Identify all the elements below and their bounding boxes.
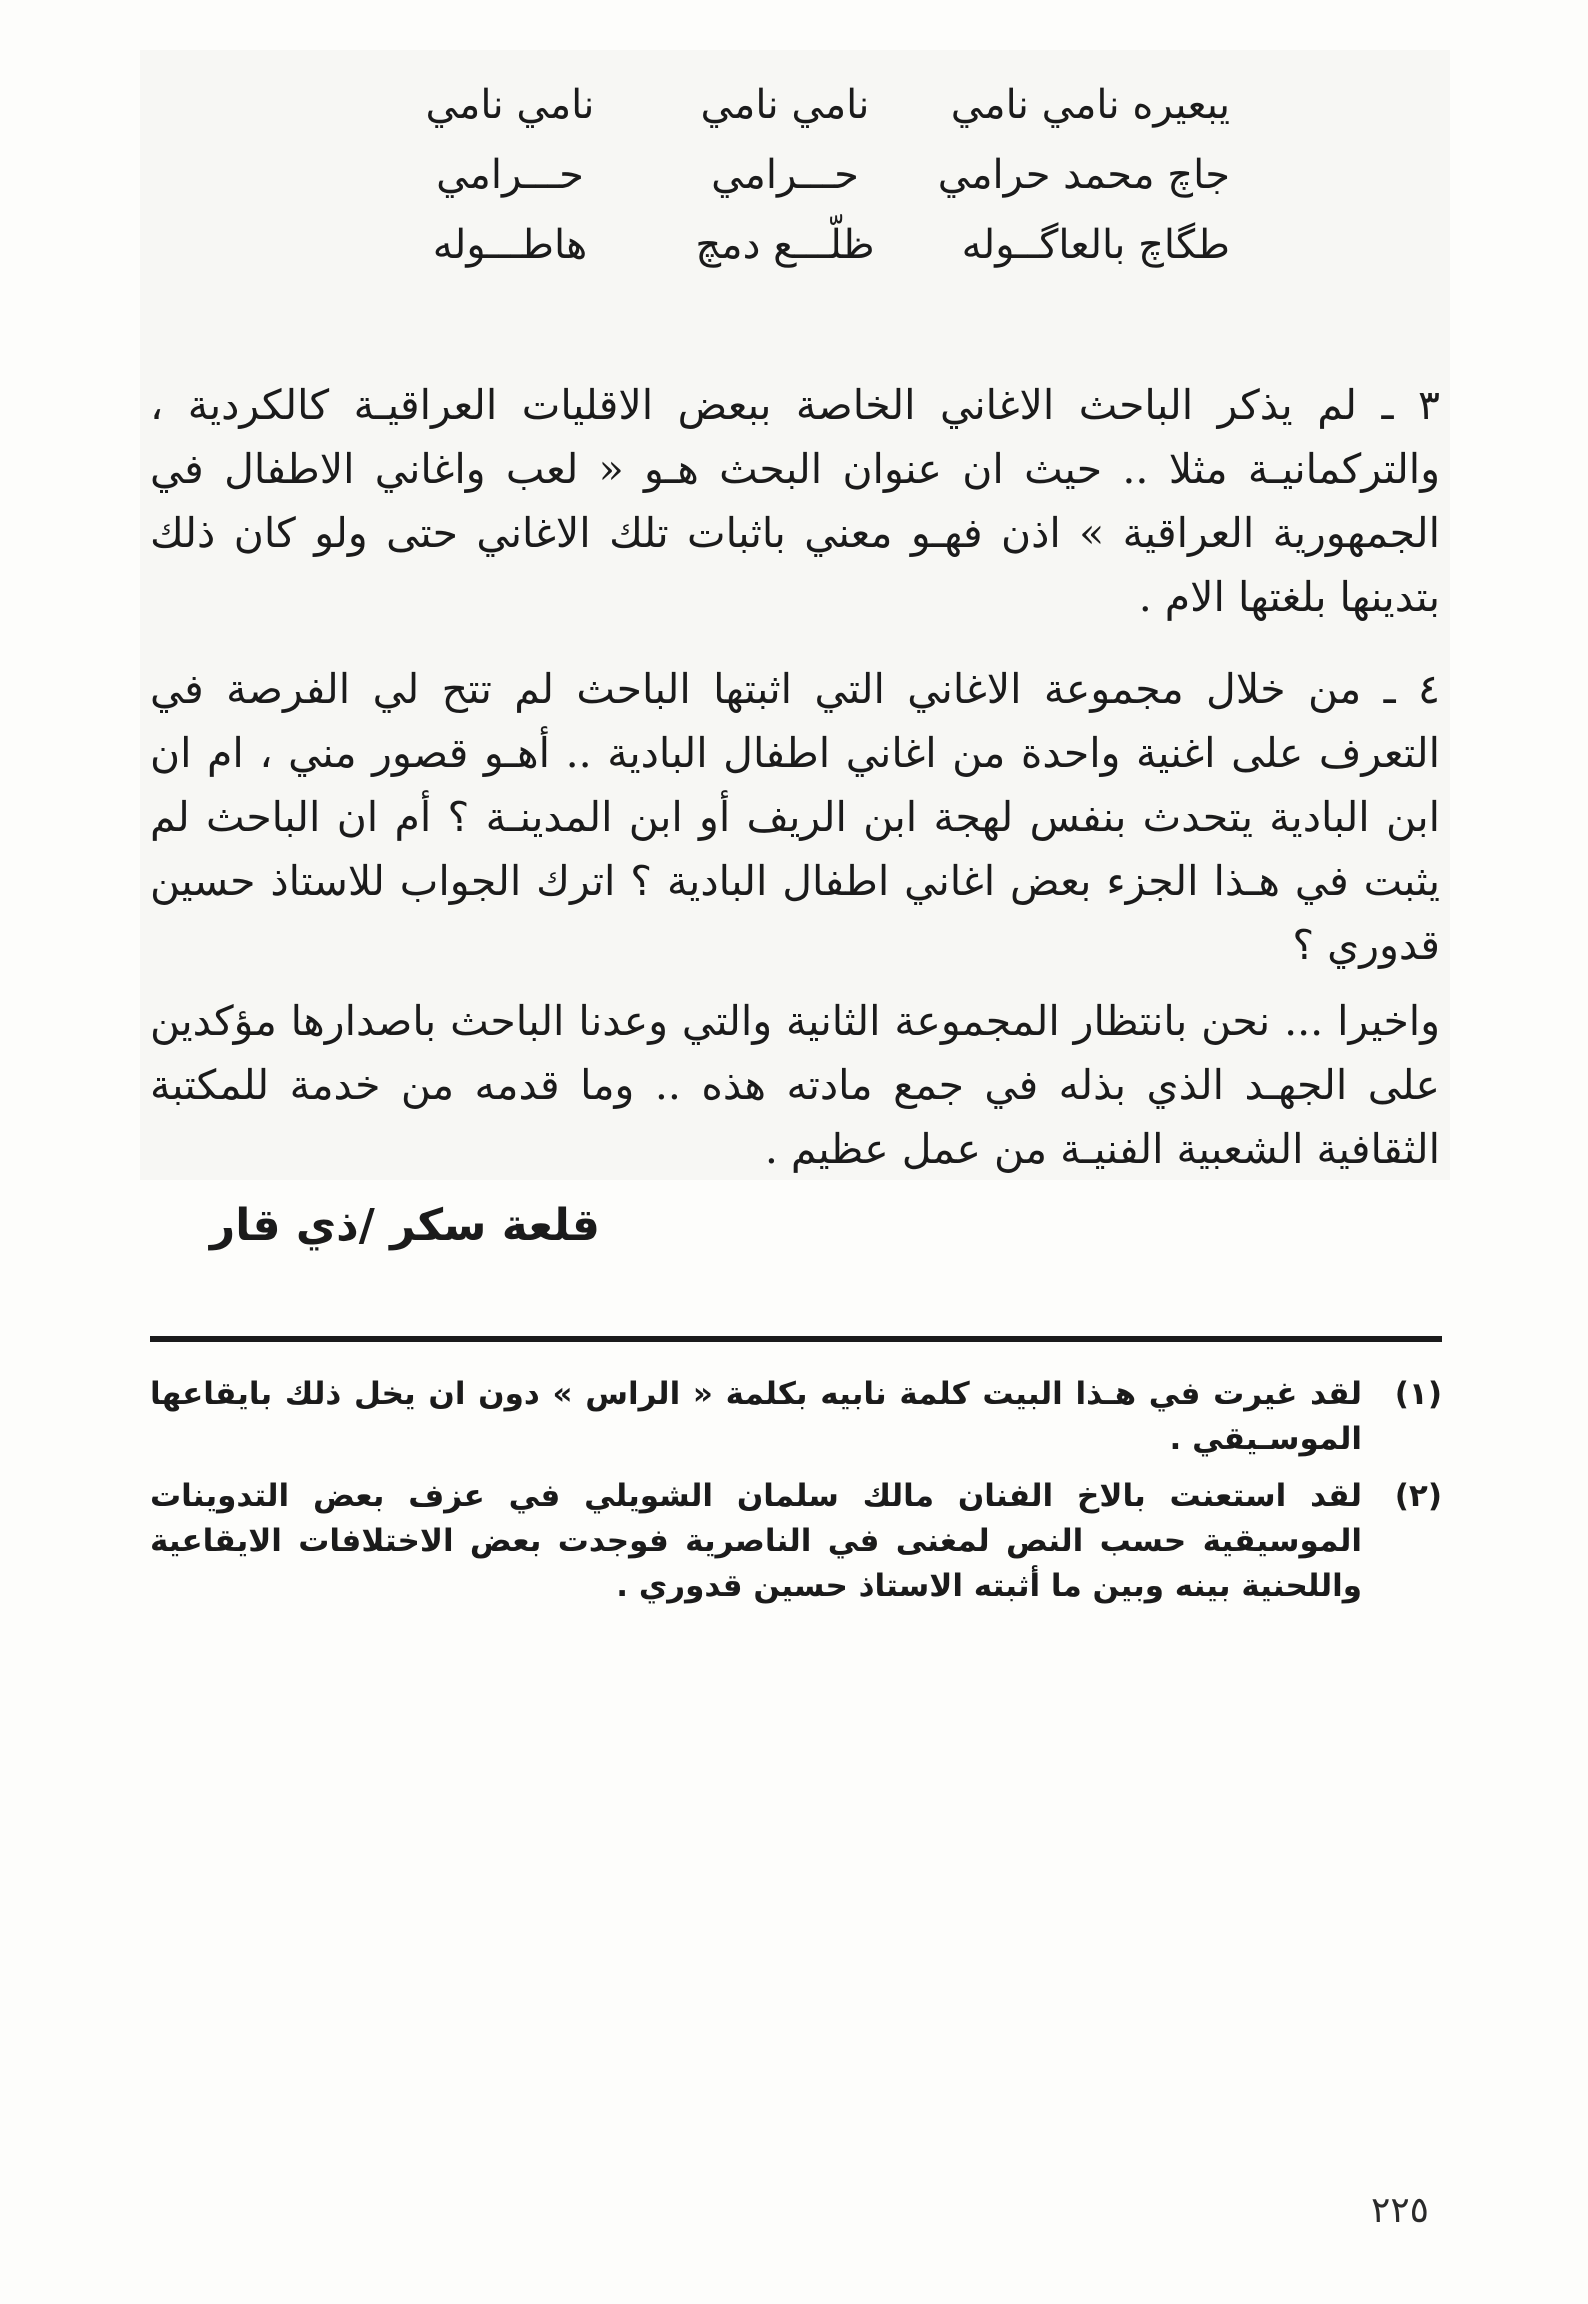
verse-line-2 xyxy=(350,140,1230,210)
footnotes xyxy=(150,1372,1442,1621)
verse-line-3-part-2: ظلّـــع دمچ xyxy=(695,222,875,268)
footnote-1-text: لقد غيرت في هـذا البيت كلمة نابيه بكلمة « الراس » دون ان يخل ذلك بايقاعها الموسـيقي . xyxy=(150,1376,1362,1457)
verse-line-2-part-2: حـــرامي xyxy=(711,152,859,198)
verse-line-1 xyxy=(350,70,1230,140)
paragraph-conclusion: واخيرا ... نحن بانتظار المجموعة الثانية والتي وعدنا الباحث باصدارها مؤكدين على الجهـد الذي بذله في جمع مادته هذه .. وما قدمه من خدمة للمكتبة الثقافية الشعبية الفنيـة من عمل عظيم . xyxy=(150,997,1440,1173)
verse-line-1-part-1: يبعيره نامي نامي xyxy=(950,82,1230,128)
verse-line-3 xyxy=(350,210,1230,280)
footnote-1-number: (١) xyxy=(1394,1376,1442,1412)
verse-line-3-part-3: هاطـــوله xyxy=(432,222,588,268)
footnote-divider xyxy=(150,1336,1442,1342)
verse-line-3-part-1: طگاچ بالعاگــوله xyxy=(961,222,1230,268)
paragraph-point-3: ٣ ـ لم يذكر الباحث الاغاني الخاصة ببعض الاقليات العراقيـة كالكردية ، والتركمانيـة مثلا .. حيث ان عنوان البحث هـو « لعب واغاني الاطفال في الجمهورية العراقية » اذن فهـو معني باثبات تلك الاغاني حتى ولو كان ذلك بتدينها بلغتها الام . xyxy=(150,381,1440,621)
page-number: ٢٢٥ xyxy=(1370,2190,1429,2231)
verse-line-2-part-3: حـــرامي xyxy=(436,152,584,198)
footnote-2-text: لقد استعنت بالاخ الفنان مالك سلمان الشويلي في عزف بعض التدوينات الموسيقية حسب النص لمغنى في الناصرية فوجدت بعض الاختلافات الايقاعية واللحنية بينه وبين ما أثبته الاستاذ حسين قدوري . xyxy=(150,1478,1362,1604)
footnote-2 xyxy=(150,1474,1442,1609)
folk-song-verse xyxy=(350,70,1230,280)
footnote-2-number: (٢) xyxy=(1394,1478,1442,1514)
verse-line-1-part-2: نامي نامي xyxy=(700,82,870,128)
verse-line-1-part-3: نامي نامي xyxy=(425,82,595,128)
paragraph-point-4: ٤ ـ من خلال مجموعة الاغاني التي اثبتها الباحث لم تتح لي الفرصة في التعرف على اغنية واحدة من اغاني اطفال البادية .. أهـو قصور مني ، ام ان ابن البادية يتحدث بنفس لهجة ابن الريف أو ابن المدينـة ؟ أم ان الباحث لم يثبت في هـذا الجزء بعض اغاني اطفال البادية ؟ اترك الجواب للاستاذ حسين قدوري ؟ xyxy=(150,665,1440,969)
verse-line-2-part-1: جاچ محمد حرامي xyxy=(937,152,1230,198)
footnote-1 xyxy=(150,1372,1442,1462)
author-location: قلعة سكر /ذي قار xyxy=(209,1200,600,1251)
